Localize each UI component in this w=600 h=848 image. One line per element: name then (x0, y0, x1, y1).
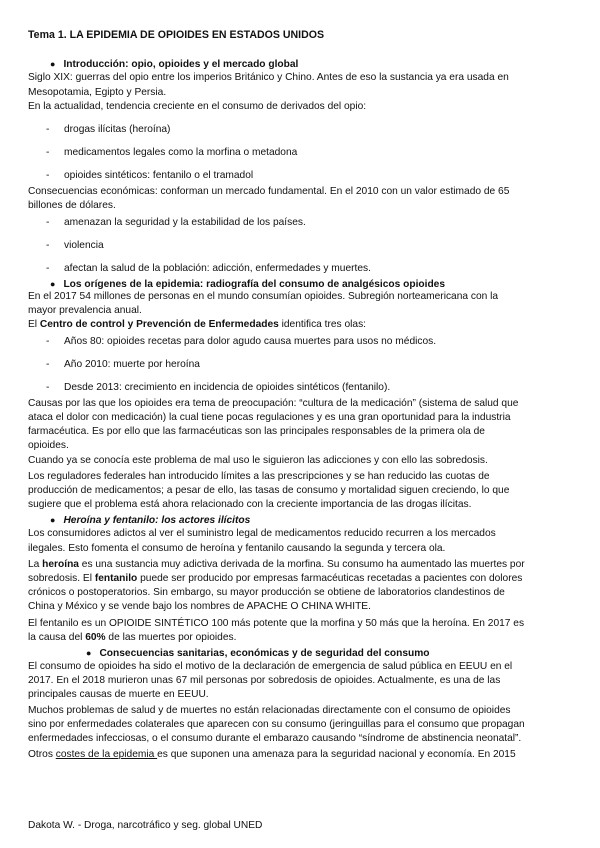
text-run: de las muertes por opioides. (105, 632, 237, 643)
text-run: es que suponen una amenaza para la seguridad nacional y economía. En 2015 (157, 749, 516, 760)
text-run: El (28, 319, 40, 330)
bullet-icon: ● (86, 648, 92, 658)
paragraph-line: En el 2017 54 millones de personas en el mundo consumían opioides. Subregión norteamericana con la (28, 291, 499, 302)
paragraph-line (28, 318, 366, 332)
paragraph-line: Los consumidores adictos al ver el suministro legal de medicamentos reducido recurren a los mercados (28, 528, 496, 539)
paragraph-line: En la actualidad, tendencia creciente en el consumo de derivados del opio: (28, 101, 367, 112)
heading-text: Introducción: opio, opioides y el mercado global (63, 59, 299, 70)
list-item: drogas ilícitas (heroína) (64, 124, 171, 135)
dash-marker: - (46, 382, 50, 393)
dash-marker: - (46, 124, 50, 135)
paragraph-line: ataca el dolor con medicación) la cual tiene pocas regulaciones y es una gran oportunidad para la industria (28, 412, 511, 423)
text-run: identifica tres olas: (278, 319, 366, 330)
paragraph-line: crónicos o postoperatorios. Sin embargo, su mayor producción se obtiene de laboratorios clandestinos de (28, 587, 505, 598)
dash-marker: - (46, 170, 50, 181)
paragraph-line: mayor prevalencia anual. (28, 305, 142, 316)
underlined-term: costes de la epidemia (55, 749, 158, 760)
document-title: Tema 1. LA EPIDEMIA DE OPIOIDES EN ESTADOS UNIDOS (28, 29, 325, 41)
cdc-name: Centro de control y Prevención de Enfermedades (39, 319, 279, 330)
heading-text: Consecuencias sanitarias, económicas y de seguridad del consumo (99, 648, 430, 659)
paragraph-line: billones de dólares. (28, 200, 116, 211)
list-item: amenazan la seguridad y la estabilidad de los países. (64, 217, 306, 228)
paragraph-line: Los reguladores federales han introducido límites a las prescripciones y se han reducido las cuotas de (28, 471, 490, 482)
text-run: La (28, 559, 43, 570)
list-item: Años 80: opioides recetas para dolor agudo causa muertes para usos no médicos. (64, 336, 437, 347)
text-run: la causa del (28, 632, 86, 643)
bold-term: 60% (85, 632, 106, 643)
paragraph-line: El fentanilo es un OPIOIDE SINTÉTICO 100 más potente que la morfina y 50 más que la heroína. En 2017 es (28, 618, 525, 629)
list-item: Año 2010: muerte por heroína (64, 359, 200, 370)
paragraph-line (28, 748, 516, 762)
bold-term: heroína (42, 559, 79, 570)
paragraph-line (28, 631, 236, 645)
dash-marker: - (46, 147, 50, 158)
paragraph-line: enfermedades infecciosas, o el consumo durante el embarazo causando “síndrome de abstinencia neonatal”. (28, 733, 522, 744)
bullet-icon: ● (50, 59, 56, 69)
paragraph-line (28, 558, 525, 572)
paragraph-line: Mesopotamia, Egipto y Persia. (28, 87, 167, 98)
bullet-icon: ● (50, 515, 56, 525)
paragraph-line: producción de medicamentos; a pesar de ello, las tasas de consumo y mortalidad siguen creciendo, lo que (28, 485, 510, 496)
paragraph-line: Causas por las que los opioides era tema de preocupación: “cultura de la medicación” (sistema de salud que (28, 398, 519, 409)
paragraph-line: 2017. En el 2018 murieron unas 67 mil personas por sobredosis de opioides. Actualmente, es una de las (28, 675, 501, 686)
dash-marker: - (46, 359, 50, 370)
list-item: Desde 2013: crecimiento en incidencia de opioides sintéticos (fentanilo). (64, 382, 391, 393)
bold-term: fentanilo (94, 573, 138, 584)
paragraph-line: El consumo de opioides ha sido el motivo de la declaración de emergencia de salud pública en EEUU en el (28, 661, 513, 672)
dash-marker: - (46, 336, 50, 347)
section-heading-introduccion (50, 57, 298, 72)
page-footer: Dakota W. - Droga, narcotráfico y seg. global UNED (28, 820, 263, 831)
dash-marker: - (46, 263, 50, 274)
paragraph-line: ilegales. Esto fomenta el consumo de heroína y fentanilo causando la segunda y tercera ola. (28, 543, 446, 554)
dash-marker: - (46, 240, 50, 251)
text-run: puede ser producido por empresas farmacéuticas recetadas a pacientes con dolores (137, 573, 523, 584)
text-run: sobredosis. El (28, 573, 95, 584)
paragraph-line: Siglo XIX: guerras del opio entre los imperios Británico y Chino. Antes de eso la sustancia ya era usada en (28, 72, 509, 83)
heading-text: Heroína y fentanilo: los actores ilícitos (63, 515, 251, 526)
paragraph-line: principales causas de muerte en EEUU. (28, 689, 209, 700)
list-item: violencia (64, 240, 104, 251)
heading-text: Los orígenes de la epidemia: radiografía del consumo de analgésicos opioides (63, 279, 446, 290)
list-item: medicamentos legales como la morfina o metadona (64, 147, 298, 158)
paragraph-line (28, 572, 522, 586)
bullet-icon: ● (50, 279, 56, 289)
list-item: opioides sintéticos: fentanilo o el tramadol (64, 170, 254, 181)
paragraph-line: Muchos problemas de salud y de muertes no están relacionadas directamente con el consumo de opioides (28, 705, 511, 716)
paragraph-line: Cuando ya se conocía este problema de mal uso le siguieron las adicciones y con ello las sobredosis. (28, 455, 488, 466)
paragraph-line: sugiere que el problema está ahora relacionado con la creciente importancia de las drogas ilícitas. (28, 499, 472, 510)
paragraph-line: opioides. (28, 440, 69, 451)
section-heading-consecuencias (86, 646, 430, 661)
paragraph-line: Consecuencias económicas: conforman un mercado fundamental. En el 2010 con un valor estimado de 65 (28, 186, 510, 197)
section-heading-heroina (50, 513, 250, 528)
paragraph-line: farmacéutica. Es por ello que las farmacéuticas son las principales responsables de la primera ola de (28, 426, 485, 437)
list-item: afectan la salud de la población: adicción, enfermedades y muertes. (64, 263, 371, 274)
paragraph-line: sino por enfermedades colaterales que aparecen con su consumo (jeringuillas para el consumo que propagan (28, 719, 525, 730)
dash-marker: - (46, 217, 50, 228)
text-run: Otros (28, 749, 56, 760)
paragraph-line: China y México y se vende bajo los nombres de APACHE O CHINA WHITE. (28, 601, 371, 612)
text-run: es una sustancia muy adictiva derivada de la morfina. Su consumo ha aumentado las muertes por (78, 559, 525, 570)
